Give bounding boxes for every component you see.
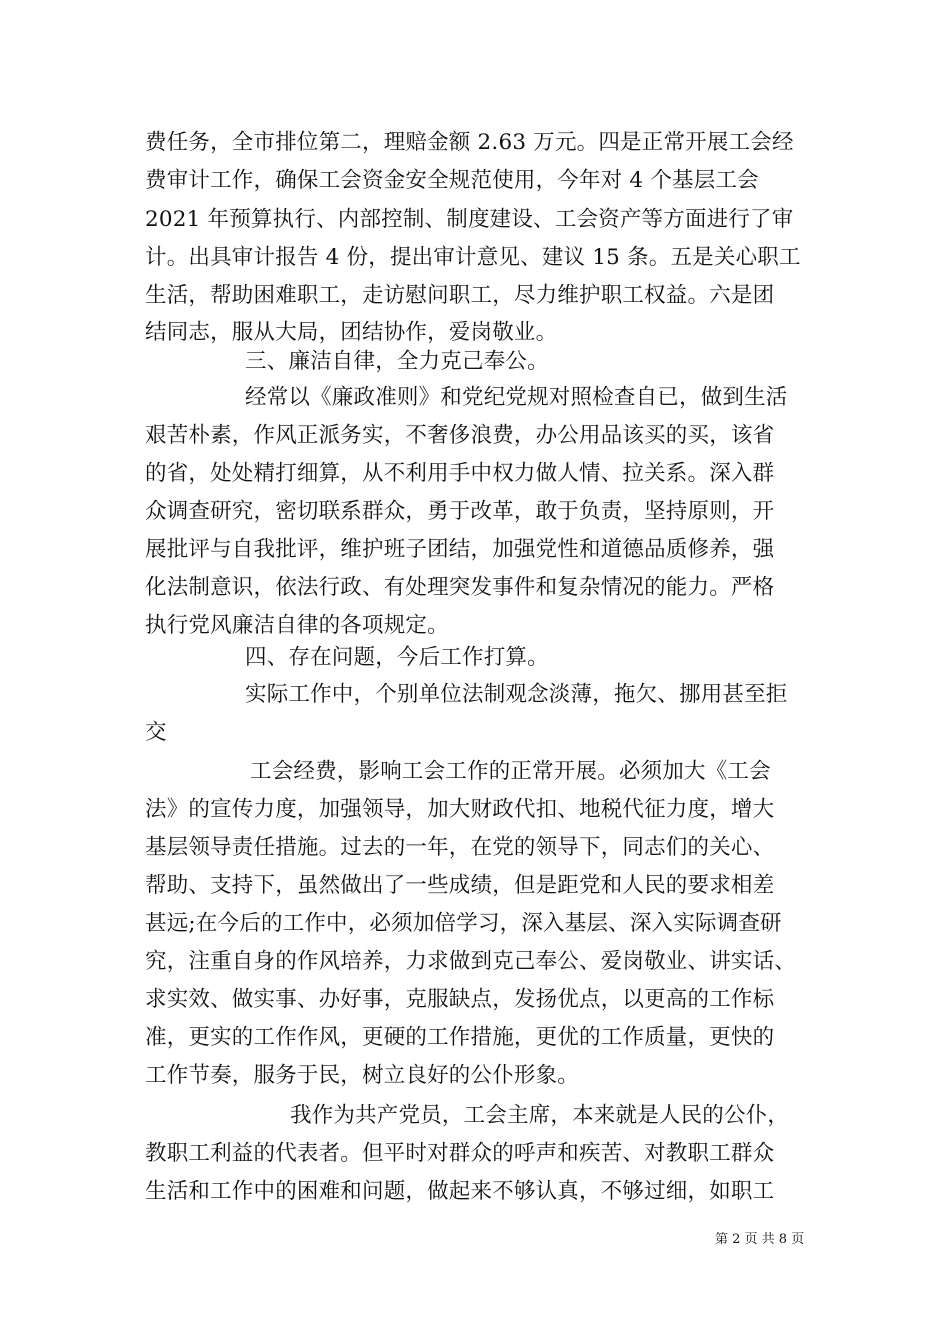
text-line: 我作为共产党员，工会主席，本来就是人民的公仆， [290,1103,790,1128]
text-line: 求实效、做实事、办好事，克服缺点，发扬优点，以更高的工作标 [145,987,775,1012]
text-line: 化法制意识，依法行政、有处理突发事件和复杂情况的能力。严格 [145,575,775,600]
text-line: 交 [145,720,167,745]
text-line: 教职工利益的代表者。但平时对群众的呼声和疾苦、对教职工群众 [145,1141,775,1166]
text-line: 生活，帮助困难职工，走访慰问职工，尽力维护职工权益。六是团 [145,283,775,308]
text-line: 经常以《廉政准则》和党纪党规对照检查自已，做到生活 [245,385,788,410]
section-heading: 三、廉洁自律，全力克己奉公。 [245,349,549,374]
text-line: 究，注重自身的作风培养，力求做到克己奉公、爱岗敬业、讲实话、 [145,949,797,974]
text-line: 计。出具审计报告 4 份，提出审计意见、建议 15 条。五是关心职工 [145,245,801,270]
text-line: 生活和工作中的困难和问题，做起来不够认真，不够过细，如职工 [145,1179,775,1204]
text-line: 工作节奏，服务于民，树立良好的公仆形象。 [145,1063,580,1088]
text-line: 费审计工作，确保工会资金安全规范使用，今年对 4 个基层工会 [145,168,759,193]
text-line: 的省，处处精打细算，从不利用手中权力做人情、拉关系。深入群 [145,461,775,486]
text-line: 2021 年预算执行、内部控制、制度建设、工会资产等方面进行了审 [145,207,794,232]
text-line: 法》的宣传力度，加强领导，加大财政代扣、地税代征力度，增大 [145,797,775,822]
page-number-footer: 第 2 页 共 8 页 [715,1232,805,1247]
text-line: 展批评与自我批评，维护班子团结，加强党性和道德品质修养，强 [145,537,775,562]
text-line: 甚远;在今后的工作中，必须加倍学习，深入基层、深入实际调查研 [145,911,782,936]
text-line: 执行党风廉洁自律的各项规定。 [145,613,449,638]
text-line: 帮助、支持下，虽然做出了一些成绩，但是距党和人民的要求相差 [145,873,775,898]
text-line: 费任务，全市排位第二，理赔金额 2.63 万元。四是正常开展工会经 [145,130,794,155]
text-line: 工会经费，影响工会工作的正常开展。必须加大《工会 [250,759,771,784]
section-heading: 四、存在问题，今后工作打算。 [245,645,549,670]
text-line: 实际工作中，个别单位法制观念淡薄，拖欠、挪用甚至拒 [245,682,788,707]
text-line: 基层领导责任措施。过去的一年，在党的领导下，同志们的关心、 [145,835,775,860]
text-line: 众调查研究，密切联系群众，勇于改革，敢于负责，坚持原则，开 [145,499,775,524]
text-line: 艰苦朴素，作风正派务实，不奢侈浪费，办公用品该买的买，该省 [145,423,775,448]
text-line: 结同志，服从大局，团结协作，爱岗敬业。 [145,320,558,345]
text-line: 准，更实的工作作风，更硬的工作措施，更优的工作质量，更快的 [145,1025,775,1050]
